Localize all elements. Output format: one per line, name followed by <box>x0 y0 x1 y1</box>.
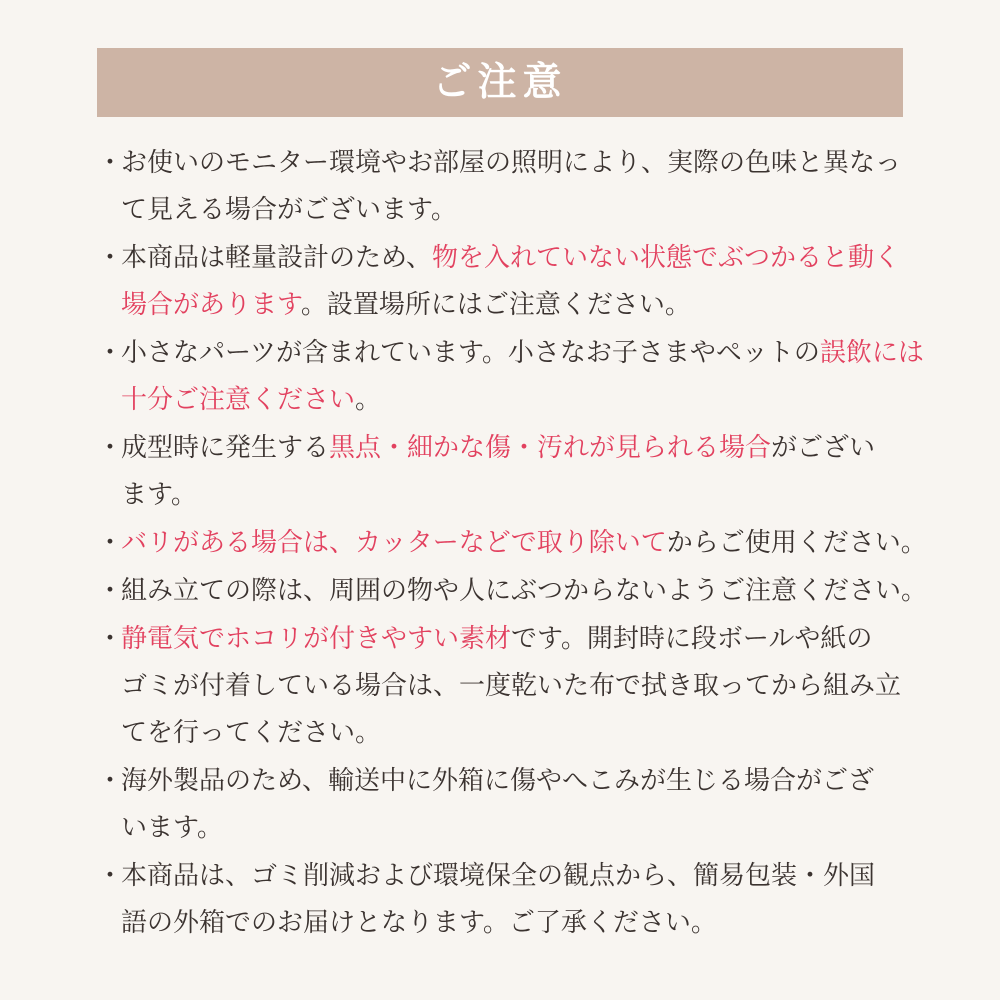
note-text: からご使用ください。 <box>666 528 927 558</box>
note-text: です。開封時に段ボールや紙の <box>511 624 873 654</box>
note-text: 本商品は、ゴミ削減および環境保全の観点から、簡易包装・外国 <box>121 861 876 891</box>
note-line <box>121 187 917 234</box>
note-text: 組み立ての際は、周囲の物や人にぶつからないようご注意ください。 <box>121 576 928 606</box>
list-item <box>97 853 917 947</box>
highlighted-text: 物を入れていない状態でぶつかると動く <box>431 243 900 273</box>
list-item <box>97 520 927 567</box>
note-line <box>121 425 917 472</box>
note-text: 。 <box>355 385 382 415</box>
bullet-mark: ・ <box>97 243 124 273</box>
note-line <box>121 616 917 663</box>
note-text: 。設置場所にはご注意ください。 <box>300 290 691 320</box>
bullet-mark: ・ <box>97 338 124 368</box>
note-line <box>121 758 917 805</box>
list-item <box>97 235 917 329</box>
note-text: 本商品は軽量設計のため、 <box>121 243 432 273</box>
highlighted-text: 誤飲には <box>819 338 924 368</box>
note-text: 語の外箱でのお届けとなります。ご了承ください。 <box>121 908 717 938</box>
note-text: 成型時に発生する <box>121 433 330 463</box>
note-line <box>121 377 917 424</box>
note-line <box>121 140 917 187</box>
note-line <box>121 663 917 710</box>
note-text: 海外製品のため、輸送中に外箱に傷やへこみが生じる場合がござ <box>121 766 874 796</box>
note-text: ます。 <box>121 480 197 510</box>
note-line <box>121 235 917 282</box>
highlighted-text: 場合があります <box>121 290 301 320</box>
list-item <box>97 330 924 424</box>
highlighted-text: バリがある場合は、カッターなどで取り除いて <box>121 528 667 558</box>
list-item <box>97 140 917 234</box>
note-text: います。 <box>121 813 223 843</box>
note-text: 小さなパーツが含まれています。小さなお子さまやペットの <box>121 338 820 368</box>
bullet-mark: ・ <box>97 624 124 654</box>
bullet-mark: ・ <box>97 528 124 558</box>
note-line <box>121 710 917 757</box>
note-line <box>121 900 917 947</box>
page-title: ご注意 <box>432 60 568 105</box>
bullet-mark: ・ <box>97 433 124 463</box>
notes-list <box>97 140 928 948</box>
highlighted-text: 黒点・細かな傷・汚れが見られる場合 <box>329 433 772 463</box>
note-text: て見える場合がございます。 <box>121 195 457 225</box>
note-line <box>121 472 917 519</box>
note-text: てを行ってください。 <box>121 718 382 748</box>
bullet-mark: ・ <box>97 576 124 606</box>
highlighted-text: 静電気でホコリが付きやすい素材 <box>121 624 512 654</box>
note-line <box>121 520 927 567</box>
list-item <box>97 568 928 615</box>
note-text: ゴミが付着している場合は、一度乾いた布で拭き取ってから組み立 <box>121 671 902 701</box>
note-text: お使いのモニター環境やお部屋の照明により、実際の色味と異なっ <box>121 148 902 178</box>
note-line <box>121 853 917 900</box>
note-line <box>121 282 917 329</box>
note-line <box>121 568 928 615</box>
bullet-mark: ・ <box>97 861 124 891</box>
list-item <box>97 616 917 757</box>
note-line <box>121 805 917 852</box>
list-item <box>97 425 917 519</box>
highlighted-text: 十分ご注意ください <box>121 385 356 415</box>
note-line <box>121 330 924 377</box>
bullet-mark: ・ <box>97 766 124 796</box>
list-item <box>97 758 917 852</box>
note-text: がござい <box>771 433 876 463</box>
header-bar <box>97 48 903 117</box>
bullet-mark: ・ <box>97 148 124 178</box>
